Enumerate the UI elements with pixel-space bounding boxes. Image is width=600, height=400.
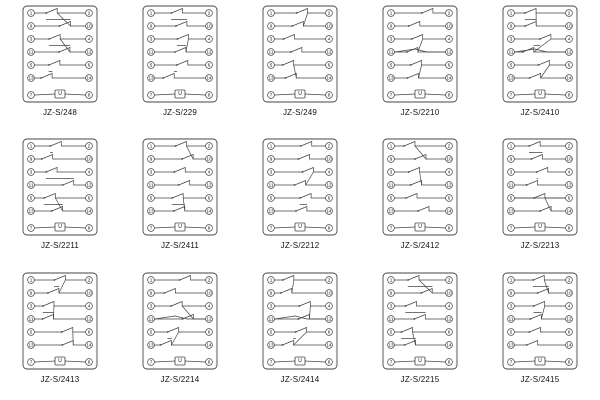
relay-socket-diagram [261, 4, 339, 104]
svg-text:2: 2 [87, 143, 91, 149]
svg-text:7: 7 [509, 225, 513, 231]
diagram-cell [360, 133, 480, 266]
svg-text:8: 8 [207, 359, 211, 365]
svg-text:5: 5 [269, 195, 273, 201]
diagram-cell [240, 267, 360, 400]
svg-text:7: 7 [269, 92, 273, 98]
svg-text:14: 14 [206, 342, 212, 348]
svg-text:2: 2 [447, 143, 451, 149]
svg-text:U: U [58, 91, 62, 97]
svg-text:10: 10 [206, 156, 212, 162]
diagram-cell [120, 267, 240, 400]
svg-text:4: 4 [447, 36, 451, 42]
svg-text:4: 4 [567, 169, 571, 175]
svg-text:1: 1 [149, 143, 153, 149]
svg-text:12: 12 [446, 316, 452, 322]
svg-text:1: 1 [389, 143, 393, 149]
socket-diagram-svg [21, 271, 99, 371]
svg-text:7: 7 [149, 92, 153, 98]
svg-text:9: 9 [269, 290, 273, 296]
relay-socket-diagram [141, 4, 219, 104]
svg-text:U: U [538, 357, 542, 364]
svg-text:3: 3 [269, 303, 273, 309]
svg-text:4: 4 [327, 169, 331, 175]
svg-text:U: U [298, 91, 302, 97]
diagram-caption: JZ-S/2410 [520, 108, 560, 117]
svg-text:13: 13 [268, 208, 274, 214]
svg-text:3: 3 [509, 169, 513, 175]
svg-text:3: 3 [509, 36, 513, 42]
svg-text:1: 1 [269, 277, 273, 283]
relay-socket-diagram [141, 271, 219, 371]
svg-text:12: 12 [566, 49, 572, 55]
svg-text:7: 7 [389, 92, 393, 98]
svg-text:7: 7 [269, 225, 273, 231]
svg-text:U: U [178, 224, 182, 231]
socket-diagram-svg [21, 137, 99, 237]
relay-socket-diagram [501, 4, 579, 104]
svg-text:6: 6 [207, 62, 211, 68]
svg-text:9: 9 [269, 23, 273, 29]
svg-text:14: 14 [446, 75, 452, 81]
svg-text:2: 2 [207, 143, 211, 149]
svg-text:4: 4 [447, 303, 451, 309]
socket-diagram-svg [501, 137, 579, 237]
svg-text:12: 12 [206, 49, 212, 55]
svg-text:12: 12 [446, 49, 452, 55]
svg-text:8: 8 [567, 225, 571, 231]
svg-text:12: 12 [326, 182, 332, 188]
svg-text:11: 11 [508, 182, 514, 188]
svg-text:3: 3 [29, 36, 33, 42]
diagram-cell [120, 0, 240, 133]
svg-text:7: 7 [149, 225, 153, 231]
svg-text:13: 13 [268, 75, 274, 81]
svg-text:12: 12 [326, 316, 332, 322]
svg-text:U: U [418, 357, 422, 364]
svg-text:1: 1 [149, 277, 153, 283]
svg-text:7: 7 [509, 92, 513, 98]
svg-text:5: 5 [29, 62, 33, 68]
diagram-caption: JZ-S/2414 [280, 374, 320, 384]
svg-text:2: 2 [87, 10, 91, 16]
svg-text:1: 1 [509, 277, 513, 283]
svg-text:12: 12 [446, 182, 452, 188]
diagram-caption: JZ-S/248 [42, 108, 78, 117]
svg-text:14: 14 [86, 342, 92, 348]
svg-text:11: 11 [268, 49, 274, 55]
svg-text:10: 10 [566, 290, 572, 296]
svg-text:9: 9 [389, 156, 393, 162]
svg-text:12: 12 [206, 316, 212, 322]
svg-text:6: 6 [447, 62, 451, 68]
svg-text:5: 5 [29, 329, 33, 335]
svg-text:7: 7 [509, 359, 513, 365]
diagram-cell [480, 0, 600, 133]
svg-text:10: 10 [446, 156, 452, 162]
svg-text:U: U [58, 224, 62, 231]
svg-text:3: 3 [269, 169, 273, 175]
svg-text:10: 10 [206, 23, 212, 29]
svg-text:14: 14 [206, 75, 212, 81]
svg-text:7: 7 [389, 225, 393, 231]
svg-text:8: 8 [447, 359, 451, 365]
svg-text:U: U [58, 357, 62, 364]
diagram-cell [0, 0, 120, 133]
svg-text:9: 9 [389, 23, 393, 29]
svg-text:8: 8 [327, 225, 331, 231]
svg-text:6: 6 [327, 329, 331, 335]
svg-text:12: 12 [566, 316, 572, 322]
svg-text:13: 13 [148, 75, 154, 81]
svg-text:13: 13 [388, 208, 394, 214]
svg-text:14: 14 [326, 208, 332, 214]
svg-text:14: 14 [446, 342, 452, 348]
svg-text:7: 7 [269, 359, 273, 365]
svg-text:2: 2 [327, 10, 331, 16]
svg-text:13: 13 [388, 342, 394, 348]
diagram-cell [360, 267, 480, 400]
svg-text:2: 2 [207, 10, 211, 16]
svg-text:2: 2 [567, 10, 571, 16]
svg-text:1: 1 [509, 143, 513, 149]
svg-text:9: 9 [509, 290, 513, 296]
svg-text:8: 8 [87, 225, 91, 231]
relay-socket-diagram [501, 271, 579, 371]
svg-text:2: 2 [447, 277, 451, 283]
socket-diagram-svg [141, 4, 219, 104]
diagram-cell [240, 0, 360, 133]
socket-diagram-svg [261, 271, 339, 371]
diagram-cell [240, 133, 360, 266]
socket-diagram-svg [501, 271, 579, 371]
svg-text:9: 9 [389, 290, 393, 296]
diagram-caption: JZ-S/2413 [40, 374, 80, 384]
svg-text:8: 8 [87, 359, 91, 365]
svg-text:13: 13 [28, 208, 34, 214]
svg-text:3: 3 [29, 169, 33, 175]
svg-text:10: 10 [566, 156, 572, 162]
svg-text:10: 10 [86, 156, 92, 162]
svg-text:5: 5 [389, 329, 393, 335]
svg-text:13: 13 [148, 342, 154, 348]
svg-text:2: 2 [327, 143, 331, 149]
svg-text:4: 4 [207, 169, 211, 175]
diagram-cell [480, 133, 600, 266]
svg-text:12: 12 [566, 182, 572, 188]
svg-text:5: 5 [149, 329, 153, 335]
svg-text:3: 3 [149, 36, 153, 42]
svg-text:U: U [298, 224, 302, 231]
svg-text:11: 11 [28, 182, 34, 188]
svg-text:14: 14 [206, 208, 212, 214]
svg-text:5: 5 [149, 62, 153, 68]
svg-text:11: 11 [388, 316, 394, 322]
svg-text:3: 3 [29, 303, 33, 309]
svg-text:6: 6 [207, 195, 211, 201]
svg-text:1: 1 [149, 10, 153, 16]
svg-text:13: 13 [388, 75, 394, 81]
svg-text:13: 13 [28, 342, 34, 348]
socket-diagram-svg [261, 4, 339, 104]
svg-text:9: 9 [29, 290, 33, 296]
svg-text:1: 1 [509, 10, 513, 16]
svg-text:11: 11 [268, 182, 274, 188]
svg-text:U: U [298, 357, 302, 364]
svg-text:13: 13 [508, 208, 514, 214]
svg-text:6: 6 [207, 329, 211, 335]
svg-text:14: 14 [326, 342, 332, 348]
socket-diagram-svg [381, 271, 459, 371]
svg-text:4: 4 [87, 36, 91, 42]
svg-text:10: 10 [86, 23, 92, 29]
socket-diagram-svg [381, 137, 459, 237]
svg-text:6: 6 [447, 329, 451, 335]
diagram-cell [120, 133, 240, 266]
svg-text:12: 12 [326, 49, 332, 55]
svg-text:14: 14 [86, 75, 92, 81]
svg-text:11: 11 [508, 49, 514, 55]
svg-text:11: 11 [508, 316, 514, 322]
svg-text:1: 1 [29, 143, 33, 149]
socket-diagram-svg [21, 4, 99, 104]
svg-text:8: 8 [207, 225, 211, 231]
svg-text:8: 8 [567, 359, 571, 365]
relay-socket-diagram [381, 271, 459, 371]
svg-text:7: 7 [29, 92, 33, 98]
svg-text:4: 4 [87, 169, 91, 175]
svg-text:U: U [178, 357, 182, 364]
svg-text:9: 9 [29, 156, 33, 162]
svg-text:8: 8 [327, 92, 331, 98]
svg-text:5: 5 [269, 62, 273, 68]
svg-text:4: 4 [327, 36, 331, 42]
svg-text:4: 4 [447, 169, 451, 175]
diagram-caption: JZ-S/2213 [520, 241, 560, 251]
svg-text:1: 1 [29, 277, 33, 283]
diagram-caption: JZ-S/2412 [400, 241, 440, 251]
diagram-caption: JZ-S/2210 [400, 108, 440, 117]
socket-diagram-svg [501, 4, 579, 104]
diagram-cell [0, 133, 120, 266]
svg-text:14: 14 [446, 208, 452, 214]
svg-text:5: 5 [509, 195, 513, 201]
svg-text:5: 5 [509, 62, 513, 68]
relay-socket-diagram [381, 137, 459, 237]
svg-text:6: 6 [567, 195, 571, 201]
svg-text:13: 13 [268, 342, 274, 348]
svg-text:2: 2 [207, 277, 211, 283]
relay-socket-diagram [21, 4, 99, 104]
svg-text:3: 3 [389, 36, 393, 42]
svg-text:5: 5 [389, 62, 393, 68]
socket-diagram-svg [381, 4, 459, 104]
svg-text:5: 5 [29, 195, 33, 201]
svg-text:3: 3 [509, 303, 513, 309]
svg-text:4: 4 [327, 303, 331, 309]
svg-text:11: 11 [388, 49, 394, 55]
diagram-caption: JZ-S/229 [162, 108, 198, 117]
svg-text:13: 13 [28, 75, 34, 81]
svg-text:3: 3 [389, 169, 393, 175]
svg-text:2: 2 [87, 277, 91, 283]
svg-text:7: 7 [29, 225, 33, 231]
svg-text:10: 10 [206, 290, 212, 296]
diagram-caption: JZ-S/2415 [520, 374, 560, 384]
svg-text:8: 8 [207, 92, 211, 98]
diagram-cell [480, 267, 600, 400]
diagram-caption: JZ-S/2214 [160, 374, 200, 384]
svg-text:10: 10 [446, 290, 452, 296]
relay-socket-diagram [21, 271, 99, 371]
svg-text:13: 13 [148, 208, 154, 214]
svg-text:6: 6 [567, 62, 571, 68]
svg-text:3: 3 [269, 36, 273, 42]
svg-text:11: 11 [148, 49, 154, 55]
svg-text:8: 8 [87, 92, 91, 98]
svg-text:6: 6 [87, 329, 91, 335]
svg-text:14: 14 [566, 342, 572, 348]
relay-socket-diagram [21, 137, 99, 237]
svg-text:6: 6 [327, 62, 331, 68]
svg-text:11: 11 [148, 182, 154, 188]
svg-text:1: 1 [29, 10, 33, 16]
svg-text:11: 11 [28, 316, 34, 322]
svg-text:3: 3 [149, 169, 153, 175]
svg-text:11: 11 [28, 49, 34, 55]
svg-text:5: 5 [149, 195, 153, 201]
svg-text:3: 3 [389, 303, 393, 309]
svg-text:10: 10 [326, 290, 332, 296]
svg-text:U: U [538, 224, 542, 231]
svg-text:9: 9 [149, 23, 153, 29]
relay-socket-diagram [261, 137, 339, 237]
svg-text:14: 14 [566, 208, 572, 214]
diagram-cell [0, 267, 120, 400]
svg-text:2: 2 [567, 143, 571, 149]
svg-text:10: 10 [326, 156, 332, 162]
relay-socket-diagram [381, 4, 459, 104]
svg-text:2: 2 [447, 10, 451, 16]
svg-text:6: 6 [567, 329, 571, 335]
svg-text:3: 3 [149, 303, 153, 309]
diagram-caption: JZ-S/2211 [40, 241, 80, 251]
svg-text:7: 7 [389, 359, 393, 365]
svg-text:12: 12 [206, 182, 212, 188]
socket-diagram-svg [261, 137, 339, 237]
diagram-caption: JZ-S/2411 [160, 241, 200, 251]
svg-text:10: 10 [326, 23, 332, 29]
svg-text:11: 11 [148, 316, 154, 322]
svg-text:13: 13 [508, 75, 514, 81]
svg-text:6: 6 [447, 195, 451, 201]
svg-text:14: 14 [86, 208, 92, 214]
svg-text:6: 6 [87, 62, 91, 68]
svg-text:4: 4 [207, 36, 211, 42]
svg-text:2: 2 [327, 277, 331, 283]
svg-text:9: 9 [509, 23, 513, 29]
svg-text:4: 4 [567, 303, 571, 309]
svg-text:12: 12 [86, 182, 92, 188]
svg-text:6: 6 [87, 195, 91, 201]
relay-socket-diagram [261, 271, 339, 371]
svg-text:1: 1 [269, 10, 273, 16]
svg-text:10: 10 [446, 23, 452, 29]
diagram-caption: JZ-S/2215 [400, 374, 440, 384]
svg-text:U: U [178, 91, 182, 97]
diagram-cell [360, 0, 480, 133]
svg-text:1: 1 [389, 277, 393, 283]
svg-text:12: 12 [86, 316, 92, 322]
svg-text:14: 14 [566, 75, 572, 81]
svg-text:8: 8 [567, 92, 571, 98]
svg-text:6: 6 [327, 195, 331, 201]
socket-diagram-svg [141, 137, 219, 237]
svg-text:11: 11 [388, 182, 394, 188]
svg-text:9: 9 [509, 156, 513, 162]
relay-socket-diagram [141, 137, 219, 237]
svg-text:5: 5 [509, 329, 513, 335]
svg-text:9: 9 [29, 23, 33, 29]
svg-text:8: 8 [447, 225, 451, 231]
diagram-caption: JZ-S/249 [282, 108, 318, 117]
svg-text:9: 9 [269, 156, 273, 162]
svg-text:U: U [418, 224, 422, 231]
svg-text:14: 14 [326, 75, 332, 81]
svg-text:4: 4 [567, 36, 571, 42]
svg-text:11: 11 [268, 316, 274, 322]
svg-text:8: 8 [327, 359, 331, 365]
svg-text:9: 9 [149, 290, 153, 296]
svg-text:4: 4 [207, 303, 211, 309]
svg-text:13: 13 [508, 342, 514, 348]
svg-text:2: 2 [567, 277, 571, 283]
svg-text:7: 7 [29, 359, 33, 365]
svg-text:5: 5 [389, 195, 393, 201]
svg-text:9: 9 [149, 156, 153, 162]
svg-text:7: 7 [149, 359, 153, 365]
svg-text:U: U [418, 91, 422, 97]
relay-socket-diagram [501, 137, 579, 237]
svg-text:12: 12 [86, 49, 92, 55]
svg-text:4: 4 [87, 303, 91, 309]
diagram-caption: JZ-S/2212 [280, 241, 320, 251]
svg-text:U: U [538, 91, 542, 97]
svg-text:1: 1 [389, 10, 393, 16]
socket-diagram-svg [141, 271, 219, 371]
svg-text:8: 8 [447, 92, 451, 98]
svg-text:1: 1 [269, 143, 273, 149]
svg-text:5: 5 [269, 329, 273, 335]
svg-text:10: 10 [86, 290, 92, 296]
svg-text:10: 10 [566, 23, 572, 29]
